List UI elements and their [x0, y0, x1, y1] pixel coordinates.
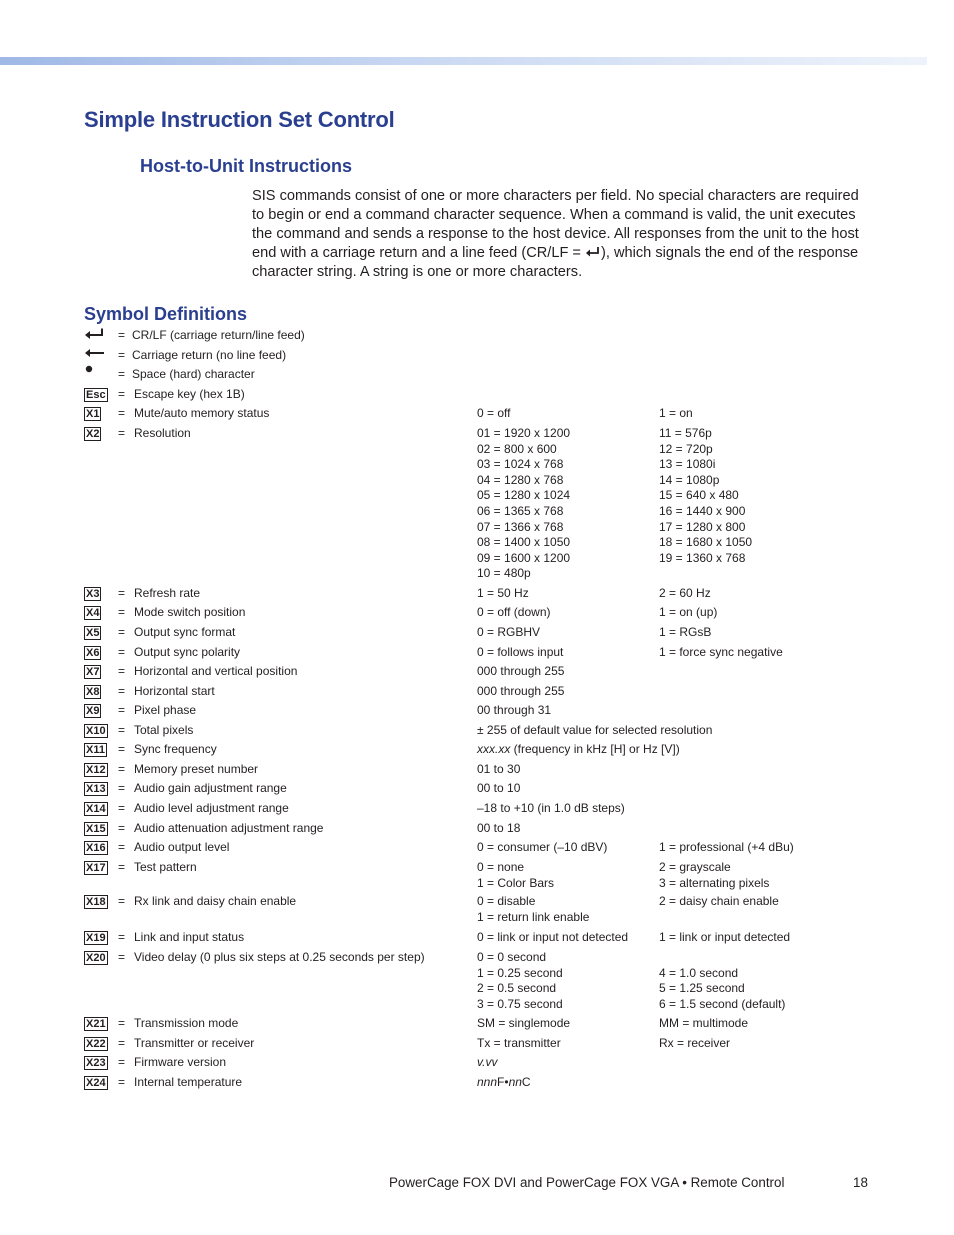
value-line: 00 to 10 — [477, 781, 521, 795]
value-line: 18 = 1680 x 1050 — [659, 535, 753, 550]
definition-description: Memory preset number — [134, 762, 259, 776]
equals-sign: = — [118, 930, 126, 944]
value-column-1 — [477, 821, 520, 837]
value-line: 1 = force sync negative — [659, 645, 783, 659]
value-line: 06 = 1365 x 768 — [477, 503, 564, 518]
value-line — [477, 1055, 497, 1071]
value-line: 0 = disable — [477, 894, 536, 908]
value-line: 2 = 60 Hz — [659, 586, 711, 600]
value-column-2 — [659, 840, 794, 856]
value-column-2 — [659, 605, 717, 621]
value-line: 08 = 1400 x 1050 — [477, 535, 571, 550]
value-column-2 — [659, 930, 790, 946]
equals-sign: = — [118, 860, 126, 874]
value-column-1 — [477, 625, 540, 641]
value-column-1 — [477, 894, 589, 925]
equals-sign: = — [118, 1075, 126, 1089]
equals-sign: = — [118, 684, 126, 698]
value-line: 05 = 1280 x 1024 — [477, 488, 571, 503]
definition-description: Mode switch position — [134, 605, 246, 619]
value-line: 1 = Color Bars — [477, 875, 555, 890]
key-symbol: X21 — [86, 1018, 106, 1030]
value-column-1 — [477, 426, 570, 582]
key-symbol: X8 — [86, 686, 100, 698]
value-column-1 — [477, 1055, 497, 1071]
value-line: 0 = RGBHV — [477, 625, 541, 639]
value-line: 2 = grayscale — [659, 860, 731, 874]
equals-sign: = — [118, 762, 126, 776]
key-symbol: X15 — [86, 823, 106, 835]
key-symbol: X5 — [86, 627, 100, 639]
value-line: 03 = 1024 x 768 — [477, 457, 564, 472]
value-column-2 — [659, 426, 752, 566]
page-title: Simple Instruction Set Control — [84, 107, 395, 132]
value-line: 01 to 30 — [477, 762, 521, 776]
unit-text: C — [521, 1075, 531, 1089]
equals-sign: = — [118, 840, 126, 854]
value-column-1 — [477, 664, 564, 680]
definition-description: Total pixels — [134, 723, 194, 737]
carriage-return-icon — [84, 346, 106, 360]
equals-sign: = — [118, 625, 126, 639]
value-line: 1 = on — [659, 406, 693, 420]
definition-description: Rx link and daisy chain enable — [134, 894, 297, 908]
value-line: 0 = follows input — [477, 645, 564, 659]
value-column-1 — [477, 781, 520, 797]
value-column-2 — [659, 894, 779, 910]
value-column-1 — [477, 1016, 570, 1032]
value-line: 00 to 18 — [477, 821, 521, 835]
unit-text: F• — [497, 1075, 509, 1089]
key-symbol: X20 — [86, 952, 106, 964]
value-line: 1 = professional (+4 dBu) — [659, 840, 794, 854]
definition-description: Transmitter or receiver — [134, 1036, 255, 1050]
definition-description: Resolution — [134, 426, 191, 440]
equals-sign: = — [118, 781, 126, 795]
definition-description: Horizontal start — [134, 684, 215, 698]
value-line: MM = multimode — [659, 1016, 749, 1030]
value-line: ± 255 of default value for selected resolution — [477, 723, 713, 737]
value-line: 0 = consumer (–10 dBV) — [477, 840, 608, 854]
value-column-1 — [477, 742, 680, 758]
value-line: 0 = none — [477, 860, 525, 874]
value-column-1 — [477, 605, 551, 621]
value-line — [659, 950, 785, 966]
value-line: 000 through 255 — [477, 684, 565, 698]
value-column-1 — [477, 703, 551, 719]
value-line: 0 = off (down) — [477, 605, 551, 619]
value-column-1 — [477, 723, 712, 739]
value-line: 5 = 1.25 second — [659, 981, 745, 996]
equals-sign: = — [118, 406, 126, 420]
key-symbol: X9 — [86, 705, 100, 717]
value-line: 1 = 0.25 second — [477, 965, 563, 980]
value-line — [477, 742, 680, 758]
key-symbol: X10 — [86, 725, 106, 737]
value-line: 04 = 1280 x 768 — [477, 472, 564, 487]
definition-description: Link and input status — [134, 930, 245, 944]
key-symbol: X7 — [86, 666, 100, 678]
value-line: 12 = 720p — [659, 441, 713, 456]
value-line: 0 = link or input not detected — [477, 930, 629, 944]
value-line: 1 = return link enable — [477, 909, 590, 924]
value-line: 0 = off — [477, 406, 511, 420]
intro-text-part2: ), which signals the end of the response character string. A string is one or more characters. — [252, 245, 859, 280]
key-symbol: X22 — [86, 1038, 106, 1050]
definition-description: Output sync format — [134, 625, 236, 639]
value-line: 2 = 0.5 second — [477, 981, 557, 996]
variable-placeholder: nn — [508, 1075, 522, 1089]
intro-paragraph — [252, 187, 874, 282]
value-column-1 — [477, 840, 607, 856]
value-line: 01 = 1920 x 1200 — [477, 426, 571, 440]
variable-placeholder: xxx.xx — [477, 742, 511, 756]
value-line: 000 through 255 — [477, 664, 565, 678]
value-line: 14 = 1080p — [659, 472, 720, 487]
value-line: 1 = on (up) — [659, 605, 718, 619]
value-line: 10 = 480p — [477, 566, 531, 581]
value-line: 19 = 1360 x 768 — [659, 550, 746, 565]
equals-sign: = — [118, 801, 126, 815]
space-bullet-icon — [84, 363, 106, 377]
section-heading-host-to-unit: Host-to-Unit Instructions — [140, 156, 352, 176]
definition-description: Audio level adjustment range — [134, 801, 289, 815]
value-line: 1 = 50 Hz — [477, 586, 529, 600]
definition-description: Horizontal and vertical position — [134, 664, 298, 678]
equals-sign: = — [118, 1016, 126, 1030]
key-symbol: X11 — [86, 744, 105, 756]
definition-description: Escape key (hex 1B) — [134, 387, 245, 401]
key-symbol: Esc — [86, 389, 106, 401]
value-column-1 — [477, 930, 628, 946]
value-line: SM = singlemode — [477, 1016, 571, 1030]
value-line: 11 = 576p — [659, 426, 712, 440]
equals-sign: = — [118, 821, 126, 835]
value-column-1 — [477, 1075, 531, 1091]
equals-sign: = — [118, 426, 126, 440]
value-line: 09 = 1600 x 1200 — [477, 550, 571, 565]
value-column-1 — [477, 1036, 561, 1052]
value-line: 3 = 0.75 second — [477, 996, 563, 1011]
value-line: Tx = transmitter — [477, 1036, 561, 1050]
key-symbol: X16 — [86, 842, 106, 854]
definition-description: Firmware version — [134, 1055, 227, 1069]
value-column-2 — [659, 625, 711, 641]
key-symbol: X14 — [86, 803, 106, 815]
crlf-icon — [585, 246, 601, 258]
value-column-1 — [477, 406, 510, 422]
equals-sign: = — [118, 645, 126, 659]
value-line: 17 = 1280 x 800 — [659, 519, 746, 534]
value-line: 16 = 1440 x 900 — [659, 503, 746, 518]
crlf-icon — [84, 327, 106, 341]
equals-sign: = — [118, 328, 126, 342]
definition-description: Mute/auto memory status — [134, 406, 270, 420]
definition-description: Sync frequency — [134, 742, 217, 756]
key-symbol: X6 — [86, 647, 100, 659]
page-number: 18 — [853, 1175, 868, 1190]
value-column-2 — [659, 950, 785, 1012]
symbol-description: Space (hard) character — [132, 367, 255, 381]
equals-sign: = — [118, 1055, 126, 1069]
footer-title: PowerCage FOX DVI and PowerCage FOX VGA • Remote Control — [389, 1175, 785, 1190]
key-symbol: X24 — [86, 1077, 106, 1089]
value-line — [477, 1075, 531, 1091]
equals-sign: = — [118, 664, 126, 678]
value-column-1 — [477, 586, 529, 602]
value-column-2 — [659, 1036, 730, 1052]
key-symbol: X12 — [86, 764, 106, 776]
value-line: 13 = 1080i — [659, 457, 716, 472]
value-line: 1 = RGsB — [659, 625, 712, 639]
value-column-1 — [477, 684, 564, 700]
equals-sign: = — [118, 703, 126, 717]
value-line: 15 = 640 x 480 — [659, 488, 739, 503]
value-column-2 — [659, 1016, 748, 1032]
value-column-2 — [659, 406, 693, 422]
value-text: (frequency in kHz [H] or Hz [V]) — [510, 742, 680, 756]
value-column-2 — [659, 586, 711, 602]
value-line: 0 = 0 second — [477, 950, 547, 964]
value-column-1 — [477, 645, 563, 661]
section-heading-symbol-definitions: Symbol Definitions — [84, 304, 248, 324]
intro-text-part1: SIS commands consist of one or more characters per field. No special characters are required to begin or end a command character sequence. When a command is valid, the unit executes the command and sends a response to the host device. All responses from the unit to the host end with a carriage return and a line feed (CR/LF = — [252, 188, 859, 261]
value-line: 1 = link or input detected — [659, 930, 791, 944]
key-symbol: X2 — [86, 428, 100, 440]
definition-description: Video delay (0 plus six steps at 0.25 seconds per step) — [134, 950, 425, 964]
value-column-1 — [477, 950, 563, 1012]
key-symbol: X1 — [86, 408, 100, 420]
equals-sign: = — [118, 723, 126, 737]
key-symbol: X19 — [86, 932, 106, 944]
definition-description: Test pattern — [134, 860, 197, 874]
value-line: 6 = 1.5 second (default) — [659, 996, 786, 1011]
equals-sign: = — [118, 1036, 126, 1050]
value-line: –18 to +10 (in 1.0 dB steps) — [477, 801, 625, 815]
definition-description: Transmission mode — [134, 1016, 239, 1030]
key-symbol: X17 — [86, 862, 106, 874]
value-column-1 — [477, 801, 625, 817]
equals-sign: = — [118, 950, 126, 964]
definition-description: Pixel phase — [134, 703, 197, 717]
equals-sign: = — [118, 367, 126, 381]
definition-description: Audio gain adjustment range — [134, 781, 287, 795]
definition-description: Refresh rate — [134, 586, 201, 600]
value-column-2 — [659, 645, 783, 661]
symbol-description: Carriage return (no line feed) — [132, 348, 287, 362]
equals-sign: = — [118, 387, 126, 401]
equals-sign: = — [118, 586, 126, 600]
value-line: 00 through 31 — [477, 703, 552, 717]
equals-sign: = — [118, 894, 126, 908]
value-line: Rx = receiver — [659, 1036, 731, 1050]
header-gradient-bar — [0, 57, 927, 65]
definition-description: Output sync polarity — [134, 645, 241, 659]
value-column-2 — [659, 860, 769, 891]
symbol-description: CR/LF (carriage return/line feed) — [132, 328, 305, 342]
variable-placeholder: v.vv — [477, 1055, 498, 1069]
key-symbol: X18 — [86, 896, 106, 908]
value-line: 07 = 1366 x 768 — [477, 519, 564, 534]
value-column-1 — [477, 762, 520, 778]
value-line: 3 = alternating pixels — [659, 875, 770, 890]
key-symbol: X23 — [86, 1057, 106, 1069]
definition-description: Internal temperature — [134, 1075, 243, 1089]
key-symbol: X4 — [86, 607, 100, 619]
value-line: 4 = 1.0 second — [659, 965, 739, 980]
key-symbol: X13 — [86, 783, 106, 795]
value-line: 02 = 800 x 600 — [477, 441, 557, 456]
variable-placeholder: nnn — [477, 1075, 498, 1089]
equals-sign: = — [118, 605, 126, 619]
definition-description: Audio output level — [134, 840, 230, 854]
equals-sign: = — [118, 348, 126, 362]
key-symbol: X3 — [86, 588, 100, 600]
value-line: 2 = daisy chain enable — [659, 894, 779, 908]
value-column-1 — [477, 860, 554, 891]
equals-sign: = — [118, 742, 126, 756]
definition-description: Audio attenuation adjustment range — [134, 821, 324, 835]
